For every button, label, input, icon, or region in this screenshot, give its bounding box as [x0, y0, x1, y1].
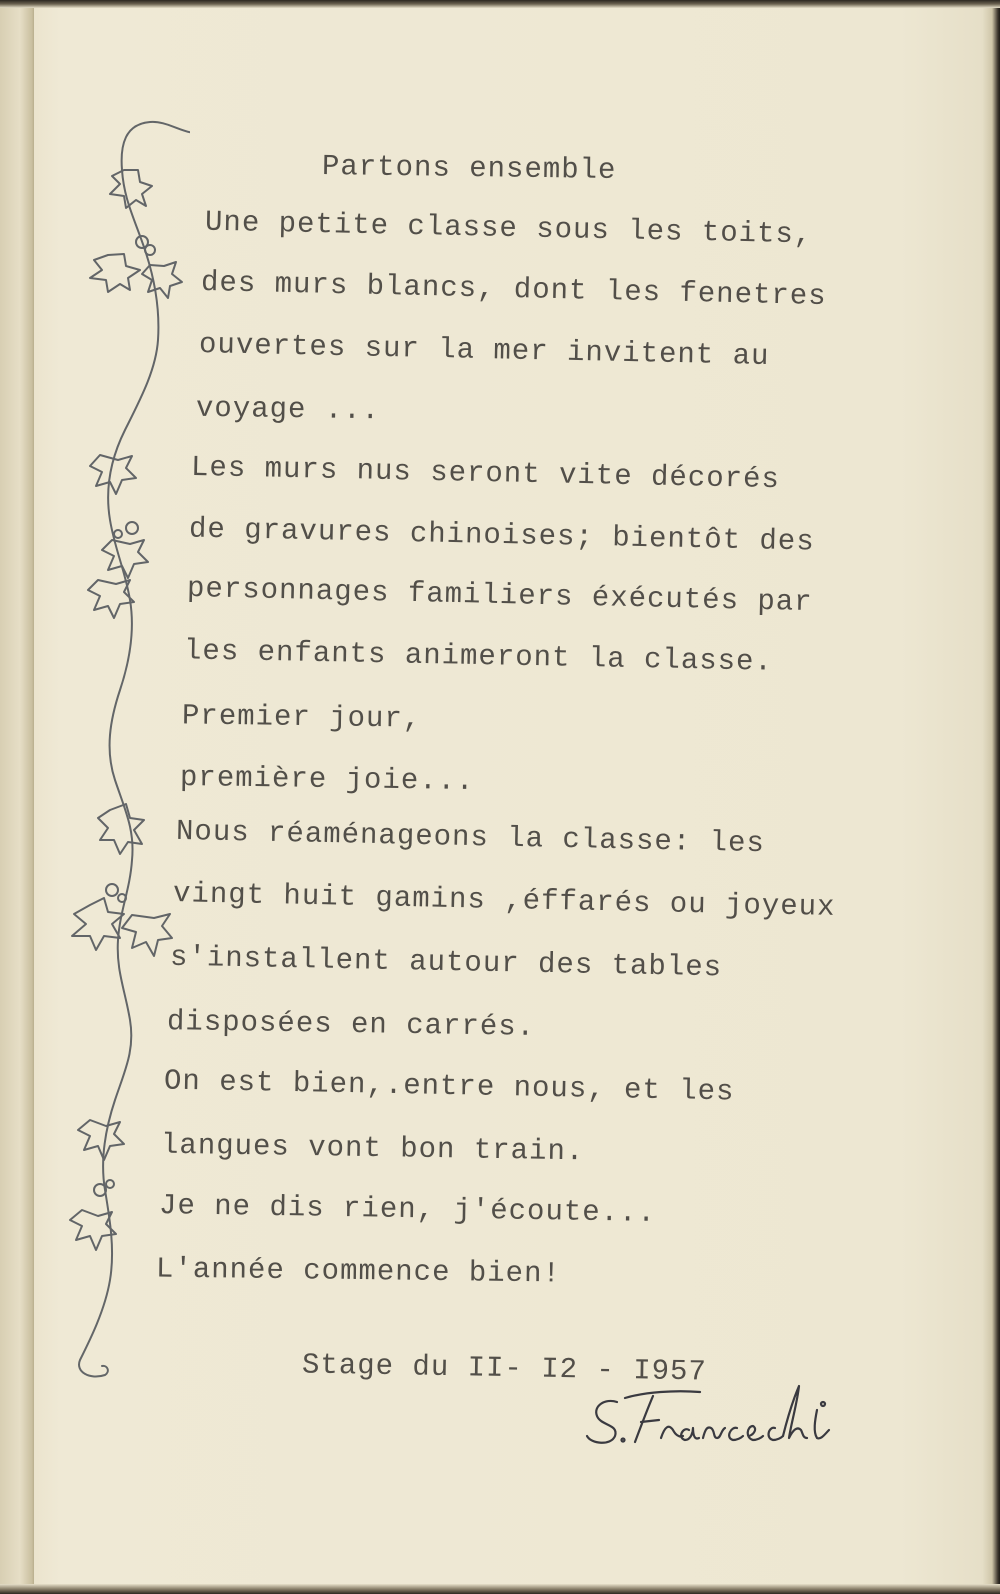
- poem-line: On est bien,.entre nous, et les: [163, 1064, 735, 1109]
- poem-line: voyage ...: [195, 391, 381, 428]
- page-edge-top: [0, 0, 1000, 8]
- binding-gutter: [0, 0, 34, 1594]
- poem-line: vingt huit gamins ,éffarés ou joyeux: [172, 877, 836, 924]
- poem-line: Les murs nus seront vite décorés: [190, 450, 781, 497]
- poem-line: disposées en carrés.: [166, 1005, 536, 1044]
- poem-line: Premier jour,: [181, 699, 422, 736]
- poem-line: les enfants animeront la classe.: [183, 634, 774, 679]
- poem-line: des murs blancs, dont les fenetres: [200, 265, 827, 314]
- poem-line: de gravures chinoises; bientôt des: [188, 512, 815, 559]
- handwritten-signature: [585, 1380, 835, 1455]
- stage-date: Stage du II- I2 - I957: [301, 1348, 708, 1389]
- page-edge-right: [982, 0, 1000, 1594]
- poem-line: s'installent autour des tables: [169, 940, 723, 985]
- poem-line: L'année commence bien!: [155, 1252, 562, 1291]
- poem-line: Une petite classe sous les toits,: [204, 205, 813, 252]
- poem-line: Nous réaménageons la classe: les: [175, 814, 766, 861]
- page-edge-bottom: [0, 1584, 1000, 1594]
- poem-line: première joie...: [179, 760, 475, 799]
- poem-line: ouvertes sur la mer invitent au: [198, 328, 770, 373]
- poem-line: langues vont bon train.: [160, 1128, 585, 1169]
- poem-title: Partons ensemble: [321, 149, 617, 188]
- poem-line: Je ne dis rien, j'écoute...: [158, 1189, 657, 1230]
- poem-line: personnages familiers éxécutés par: [186, 571, 813, 620]
